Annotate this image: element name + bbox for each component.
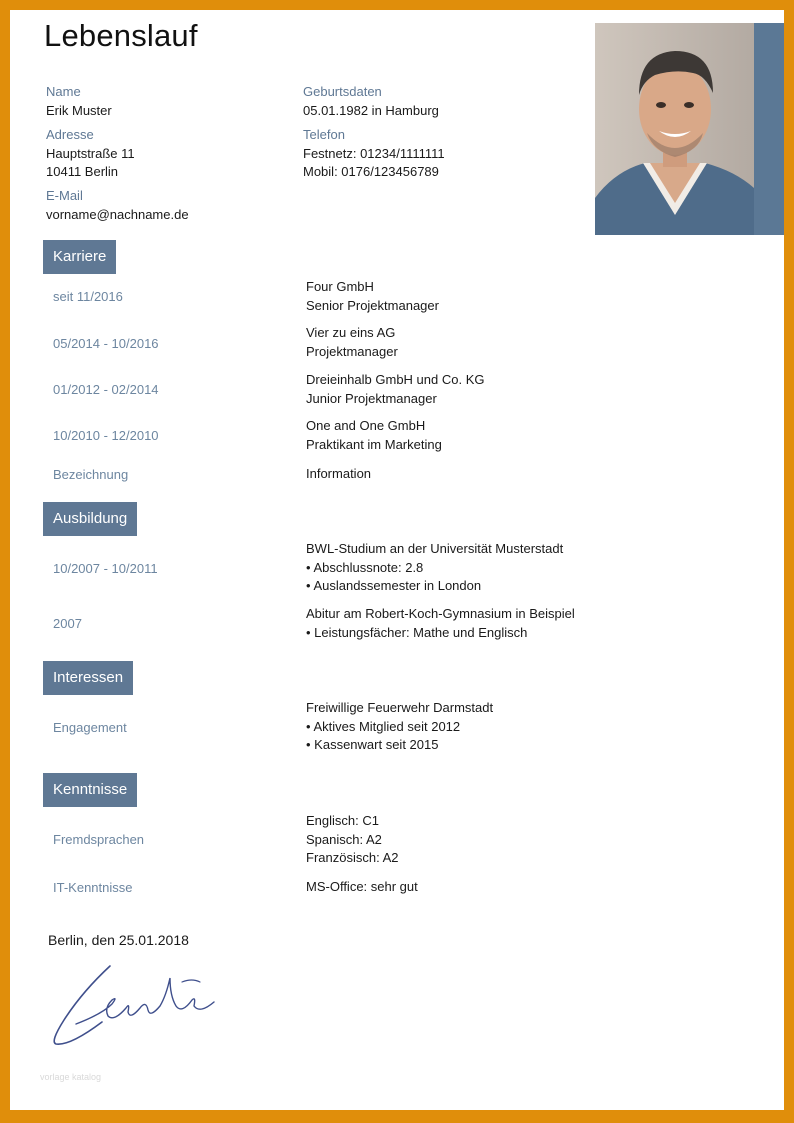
entry-line: Senior Projektmanager: [306, 297, 439, 313]
ausbildung-entry: [306, 605, 575, 642]
entry-line: Vier zu eins AG: [306, 325, 396, 340]
entry-line: Freiwillige Feuerwehr Darmstadt: [306, 700, 494, 715]
page-title: Lebenslauf: [44, 18, 198, 53]
name-value: Erik Muster: [46, 103, 112, 118]
entry-line: Abitur am Robert-Koch-Gymnasium in Beispiel: [306, 606, 575, 621]
email-label: E-Mail: [46, 188, 83, 203]
entry-line: • Leistungsfächer: Mathe und Englisch: [306, 624, 528, 640]
photo-accent-stripe: [754, 23, 784, 235]
profile-photo: [595, 23, 784, 235]
kenntnisse-entry: [306, 812, 399, 868]
karriere-entry: [306, 371, 484, 408]
karriere-entry: [306, 278, 439, 315]
entry-line: One and One GmbH: [306, 418, 426, 433]
cv-page: [10, 10, 784, 1110]
karriere-date: 10/2010 - 12/2010: [53, 428, 159, 443]
watermark: vorlage katalog: [40, 1072, 102, 1082]
entry-line: • Abschlussnote: 2.8: [306, 559, 424, 575]
entry-line: MS-Office: sehr gut: [306, 879, 418, 894]
entry-line: Information: [306, 466, 372, 481]
section-heading-karriere: Karriere: [43, 240, 116, 274]
karriere-date: 05/2014 - 10/2016: [53, 336, 159, 351]
address-line2: 10411 Berlin: [46, 164, 119, 179]
entry-line: • Kassenwart seit 2015: [306, 737, 439, 752]
signature: [42, 962, 232, 1052]
phone-line1: Festnetz: 01234/1111111: [303, 146, 445, 161]
entry-line: Englisch: C1: [306, 813, 379, 828]
entry-line: Dreieinhalb GmbH und Co. KG: [306, 372, 485, 387]
karriere-date: Bezeichnung: [53, 467, 129, 482]
entry-line: BWL-Studium an der Universität Musterstadt: [306, 541, 564, 556]
portrait-image: [595, 23, 754, 235]
entry-line: • Aktives Mitglied seit 2012: [306, 718, 461, 734]
section-heading-kenntnisse: Kenntnisse: [43, 773, 137, 807]
karriere-entry: [306, 324, 398, 361]
ausbildung-date: 10/2007 - 10/2011: [53, 561, 158, 576]
address-label: Adresse: [46, 127, 94, 142]
kenntnisse-label: IT-Kenntnisse: [53, 880, 133, 895]
section-heading-interessen: Interessen: [43, 661, 133, 695]
name-label: Name: [46, 84, 81, 99]
entry-line: Projektmanager: [306, 343, 398, 359]
karriere-entry: [306, 465, 371, 484]
entry-line: Junior Projektmanager: [306, 390, 437, 406]
ausbildung-date: 2007: [53, 616, 82, 631]
karriere-date: 01/2012 - 02/2014: [53, 382, 159, 397]
kenntnisse-entry: [306, 878, 418, 897]
interessen-entry: [306, 699, 493, 755]
phone-label: Telefon: [303, 127, 345, 142]
karriere-date: seit 11/2016: [53, 289, 123, 304]
entry-line: Praktikant im Marketing: [306, 436, 442, 452]
entry-line: Spanisch: A2: [306, 831, 382, 847]
section-heading-ausbildung: Ausbildung: [43, 502, 137, 536]
entry-line: Französisch: A2: [306, 850, 399, 865]
address-line1: Hauptstraße 11: [46, 146, 135, 161]
birth-label: Geburtsdaten: [303, 84, 382, 99]
phone-line2: Mobil: 0176/123456789: [303, 164, 439, 179]
karriere-entry: [306, 417, 442, 454]
birth-value: 05.01.1982 in Hamburg: [303, 103, 439, 118]
entry-line: • Auslandssemester in London: [306, 578, 482, 593]
place-date: Berlin, den 25.01.2018: [48, 932, 189, 948]
entry-line: Four GmbH: [306, 279, 374, 294]
ausbildung-entry: [306, 540, 563, 596]
kenntnisse-label: Fremdsprachen: [53, 832, 145, 847]
email-value: vorname@nachname.de: [46, 207, 189, 222]
interessen-label: Engagement: [53, 720, 127, 735]
